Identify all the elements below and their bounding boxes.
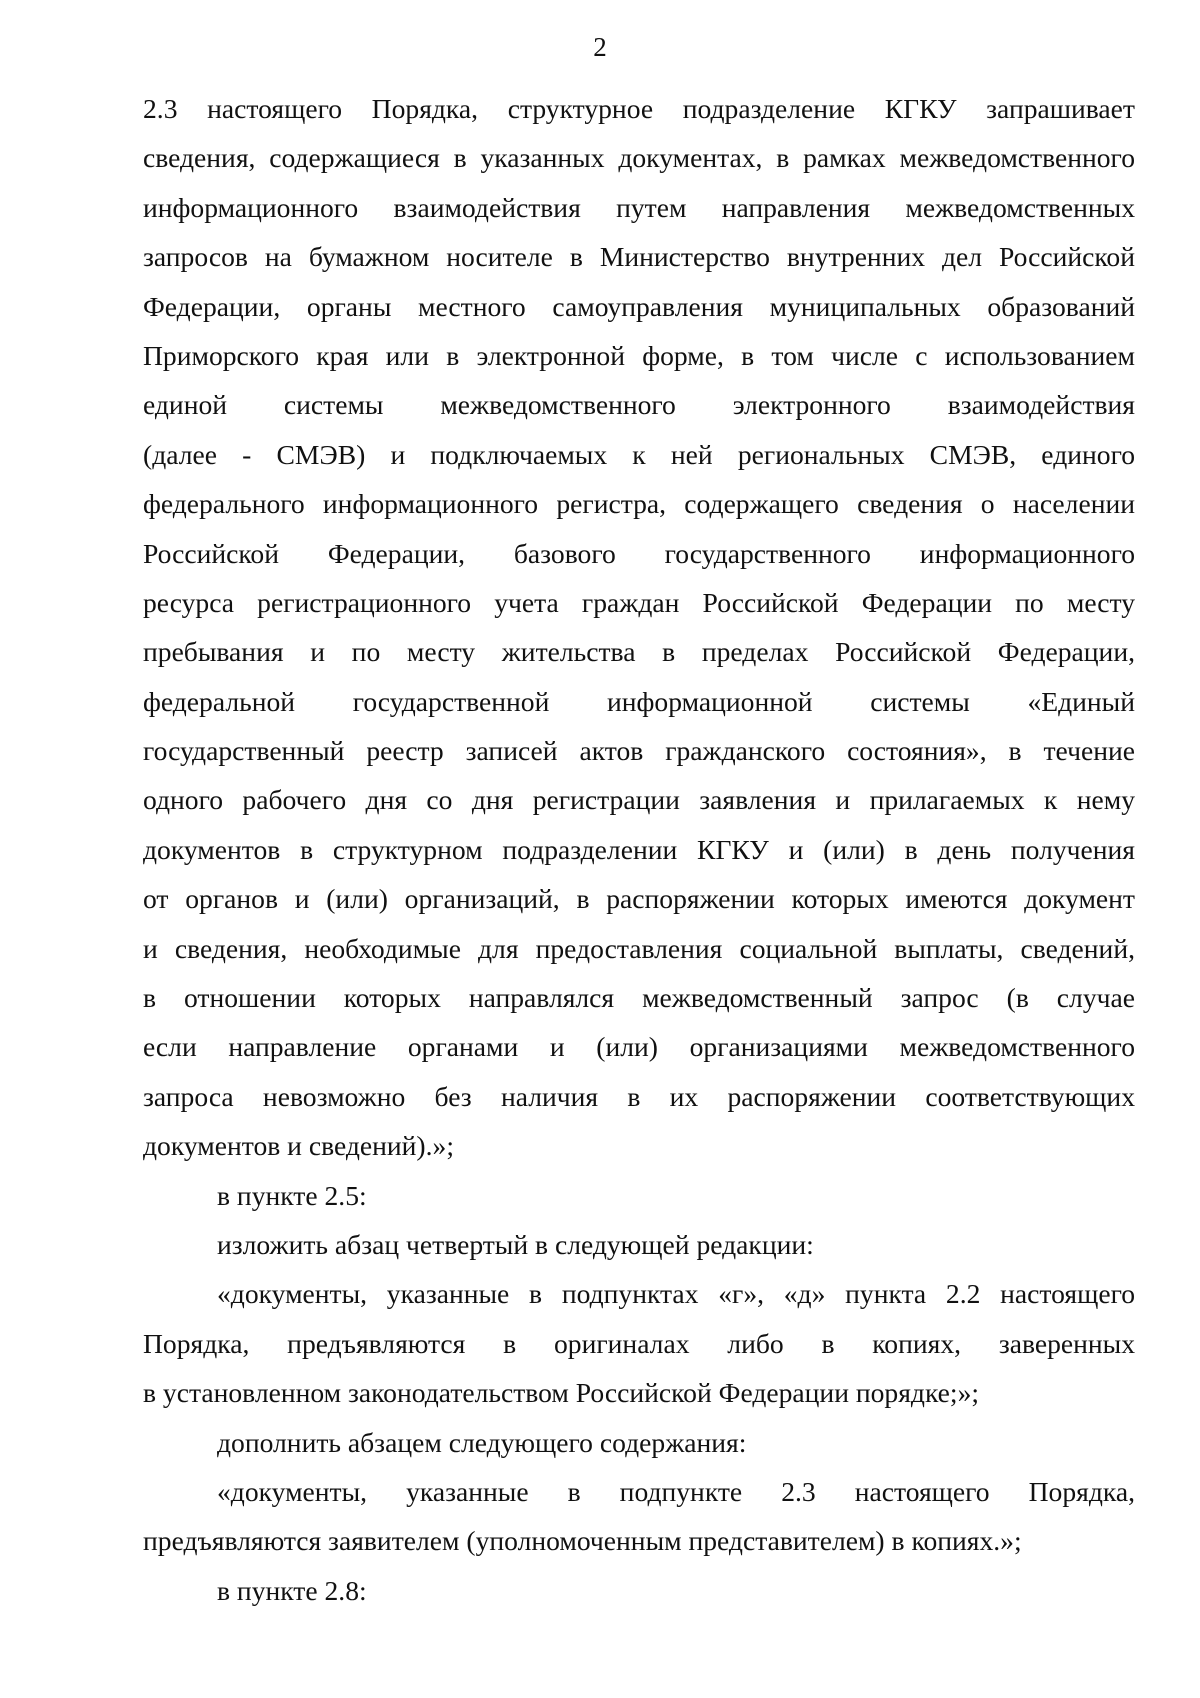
text-line: в пункте 2.5: — [217, 1179, 367, 1211]
text-line: если направление органами и (или) организациями межведомственного — [143, 1031, 1135, 1063]
text-line: Порядка, предъявляются в оригиналах либо в копиях, заверенных — [143, 1327, 1135, 1359]
text-line: запросов на бумажном носителе в Министерство внутренних дел Российской — [143, 241, 1135, 273]
text-line: «документы, указанные в подпункте 2.3 настоящего Порядка, — [217, 1475, 1135, 1507]
text-line: «документы, указанные в подпунктах «г», «д» пункта 2.2 настоящего — [217, 1278, 1135, 1310]
text-line: в отношении которых направлялся межведомственный запрос (в случае — [143, 982, 1135, 1014]
text-line: дополнить абзацем следующего содержания: — [217, 1426, 747, 1458]
text-line: документов и сведений).»; — [143, 1130, 454, 1162]
text-line: изложить абзац четвертый в следующей редакции: — [217, 1228, 814, 1260]
text-line: документов в структурном подразделении КГКУ и (или) в день получения — [143, 833, 1135, 865]
text-line: единой системы межведомственного электронного взаимодействия — [143, 389, 1135, 421]
text-line: одного рабочего дня со дня регистрации заявления и прилагаемых к нему — [143, 784, 1135, 816]
text-line: федерального информационного регистра, содержащего сведения о населении — [143, 488, 1135, 520]
text-line: в установленном законодательством Российской Федерации порядке;»; — [143, 1377, 980, 1409]
text-line: информационного взаимодействия путем направления межведомственных — [143, 191, 1135, 223]
text-line: в пункте 2.8: — [217, 1574, 367, 1606]
text-line: пребывания и по месту жительства в пределах Российской Федерации, — [143, 636, 1135, 668]
text-line: запроса невозможно без наличия в их распоряжении соответствующих — [143, 1080, 1135, 1112]
document-body — [143, 84, 1135, 1615]
text-line: предъявляются заявителем (уполномоченным представителем) в копиях.»; — [143, 1525, 1022, 1557]
page-number: 2 — [593, 32, 607, 62]
text-line: Российской Федерации, базового государственного информационного — [143, 537, 1135, 569]
text-line: (далее - СМЭВ) и подключаемых к ней региональных СМЭВ, единого — [143, 438, 1135, 470]
text-line: Федерации, органы местного самоуправления муниципальных образований — [143, 290, 1135, 322]
text-line: от органов и (или) организаций, в распоряжении которых имеются документ — [143, 883, 1135, 915]
text-line: Приморского края или в электронной форме, в том числе с использованием — [143, 339, 1135, 371]
text-line: государственный реестр записей актов гражданского состояния», в течение — [143, 735, 1135, 767]
text-line: 2.3 настоящего Порядка, структурное подразделение КГКУ запрашивает — [143, 93, 1135, 124]
text-line: федеральной государственной информационной системы «Единый — [143, 685, 1135, 717]
text-line: и сведения, необходимые для предоставления социальной выплаты, сведений, — [143, 932, 1135, 964]
text-line: сведения, содержащиеся в указанных документах, в рамках межведомственного — [143, 142, 1135, 174]
text-line: ресурса регистрационного учета граждан Российской Федерации по месту — [143, 586, 1135, 618]
